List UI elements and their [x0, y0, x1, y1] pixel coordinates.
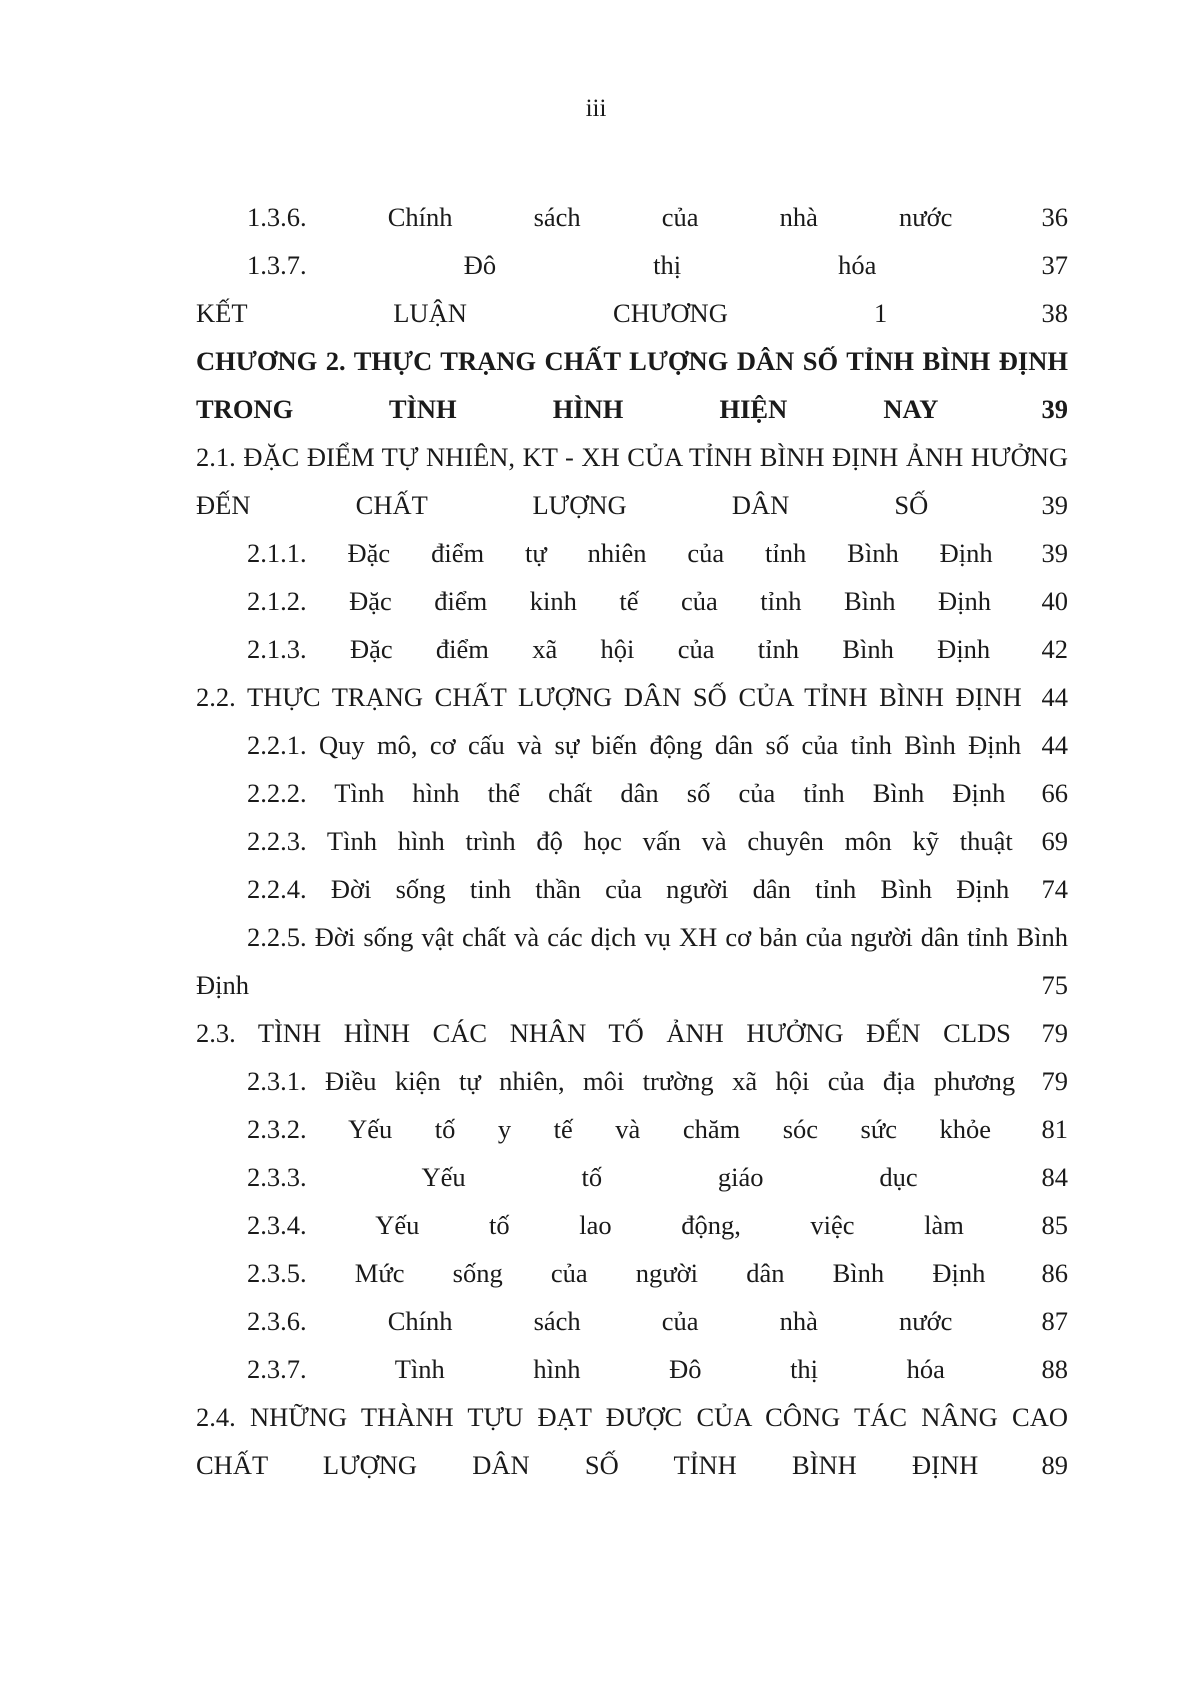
toc-entry-page: 75 [1041, 970, 1068, 1000]
toc-entry-title: 2.3.6. Chính sách của nhà nước [247, 1306, 953, 1336]
toc-entry [196, 1153, 1068, 1201]
toc-entry [196, 1009, 1068, 1057]
toc-entry-title: 2.1. ĐẶC ĐIỂM TỰ NHIÊN, KT - XH CỦA TỈNH BÌNH ĐỊNH ẢNH HƯỞNG ĐẾN CHẤT LƯỢNG DÂN SỐ [196, 442, 1068, 520]
toc-entry [196, 817, 1068, 865]
toc-entry-title: 2.2.2. Tình hình thể chất dân số của tỉnh Bình Định [247, 778, 1006, 808]
toc-entry-title: 2.3.1. Điều kiện tự nhiên, môi trường xã hội của địa phương [247, 1066, 1016, 1096]
toc-entry-title: 1.3.6. Chính sách của nhà nước [247, 202, 953, 232]
toc-entry-title: 2.3.3. Yếu tố giáo dục [247, 1162, 918, 1192]
toc-chapter-heading [196, 337, 1068, 433]
page-number: iii [585, 95, 607, 122]
toc-entry-page: 79 [1041, 1018, 1068, 1048]
toc-entry-page: 79 [1041, 1066, 1068, 1096]
table-of-contents [196, 193, 1068, 1489]
toc-entry-title: 2.3.4. Yếu tố lao động, việc làm [247, 1210, 964, 1240]
toc-entry-title: 2.3. TÌNH HÌNH CÁC NHÂN TỐ ẢNH HƯỞNG ĐẾN CLDS [196, 1018, 1011, 1048]
toc-entry [196, 1057, 1068, 1105]
toc-entry [196, 913, 1068, 1009]
toc-entry [196, 577, 1068, 625]
toc-entry-page: 88 [1041, 1354, 1068, 1384]
toc-entry-title: CHƯƠNG 2. THỰC TRẠNG CHẤT LƯỢNG DÂN SỐ TỈNH BÌNH ĐỊNH TRONG TÌNH HÌNH HIỆN NAY [196, 346, 1068, 424]
toc-entry-page: 84 [1041, 1162, 1068, 1192]
toc-entry-page: 39 [1041, 394, 1068, 424]
toc-entry-page: 40 [1041, 586, 1068, 616]
toc-entry [196, 721, 1068, 769]
toc-entry-title: 2.3.2. Yếu tố y tế và chăm sóc sức khỏe [247, 1114, 991, 1144]
toc-entry [196, 1201, 1068, 1249]
toc-entry-page: 39 [1041, 538, 1068, 568]
toc-entry [196, 769, 1068, 817]
toc-entry [196, 625, 1068, 673]
toc-entry-title: KẾT LUẬN CHƯƠNG 1 [196, 298, 888, 328]
toc-entry [196, 1345, 1068, 1393]
toc-entry-page: 86 [1041, 1258, 1068, 1288]
toc-entry-page: 42 [1041, 634, 1068, 664]
toc-entry [196, 1393, 1068, 1489]
toc-entry-title: 2.1.3. Đặc điểm xã hội của tỉnh Bình Định [247, 634, 991, 664]
toc-entry-page: 44 [1041, 682, 1069, 712]
toc-entry [196, 241, 1068, 289]
toc-entry-title: 2.3.7. Tình hình Đô thị hóa [247, 1354, 945, 1384]
toc-entry-title: 2.2. THỰC TRẠNG CHẤT LƯỢNG DÂN SỐ CỦA TỈNH BÌNH ĐỊNH [196, 682, 1022, 712]
toc-entry [196, 865, 1068, 913]
toc-entry-page: 66 [1041, 778, 1068, 808]
toc-entry-title: 2.2.4. Đời sống tinh thần của người dân tỉnh Bình Định [247, 874, 1010, 904]
toc-entry-page: 85 [1041, 1210, 1069, 1240]
toc-entry [196, 529, 1068, 577]
toc-entry-page: 81 [1041, 1114, 1069, 1144]
toc-entry-page: 74 [1041, 874, 1068, 904]
toc-entry-title: 1.3.7. Đô thị hóa [247, 250, 877, 280]
toc-entry-page: 36 [1041, 202, 1068, 232]
toc-entry-title: 2.2.5. Đời sống vật chất và các dịch vụ XH cơ bản của người dân tỉnh Bình Định [196, 922, 1068, 1000]
toc-entry-title: 2.1.2. Đặc điểm kinh tế của tỉnh Bình Định [247, 586, 991, 616]
toc-entry [196, 289, 1068, 337]
toc-entry [196, 433, 1068, 529]
toc-entry [196, 1297, 1068, 1345]
toc-entry-page: 87 [1041, 1306, 1068, 1336]
toc-entry [196, 1249, 1068, 1297]
toc-entry-title: 2.2.3. Tình hình trình độ học vấn và chuyên môn kỹ thuật [247, 826, 1013, 856]
toc-entry-page: 69 [1041, 826, 1068, 856]
toc-entry [196, 673, 1068, 721]
toc-entry-page: 38 [1041, 298, 1069, 328]
toc-entry-page: 37 [1041, 250, 1068, 280]
toc-entry-page: 39 [1041, 490, 1068, 520]
toc-entry-title: 2.2.1. Quy mô, cơ cấu và sự biến động dân số của tỉnh Bình Định [247, 730, 1022, 760]
toc-entry-title: 2.4. NHỮNG THÀNH TỰU ĐẠT ĐƯỢC CỦA CÔNG TÁC NÂNG CAO CHẤT LƯỢNG DÂN SỐ TỈNH BÌNH ĐỊNH [196, 1402, 1068, 1480]
toc-entry [196, 193, 1068, 241]
toc-entry-title: 2.1.1. Đặc điểm tự nhiên của tỉnh Bình Định [247, 538, 993, 568]
toc-entry-title: 2.3.5. Mức sống của người dân Bình Định [247, 1258, 986, 1288]
toc-entry-page: 44 [1041, 730, 1068, 760]
toc-entry-page: 89 [1041, 1450, 1069, 1480]
toc-entry [196, 1105, 1068, 1153]
